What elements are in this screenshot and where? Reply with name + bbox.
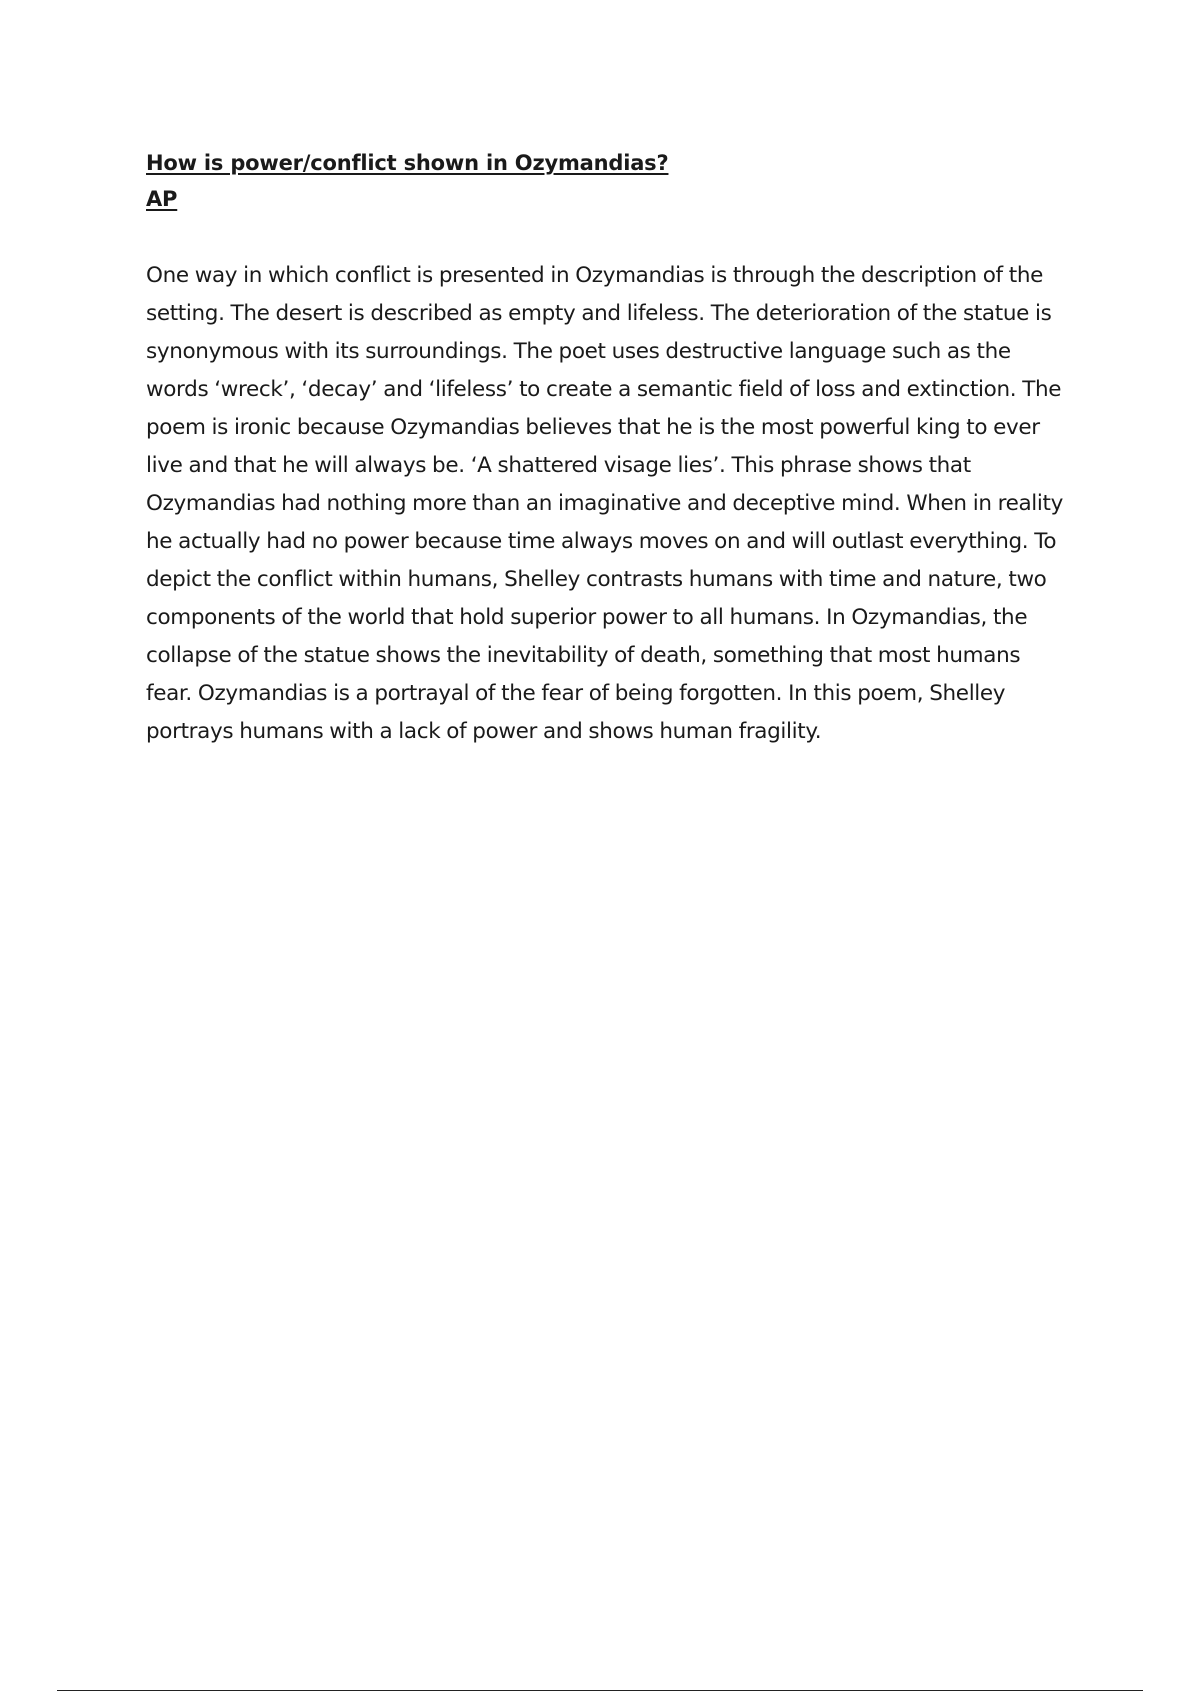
footer-divider	[57, 1690, 1143, 1691]
document-subtitle: AP	[146, 187, 178, 211]
document-content	[146, 145, 1066, 751]
essay-paragraph: One way in which conflict is presented in Ozymandias is through the description of the setting. The desert is described as empty and lifeless. The deterioration of the statue is synonymous with its surroundings. The poet uses destructive language such as the words ‘wreck’, ‘decay’ and ‘lifeless’ to create a semantic field of loss and extinction. The poem is ironic because Ozymandias believes that he is the most powerful king to ever live and that he will always be. ‘A shattered visage lies’. This phrase shows that Ozymandias had nothing more than an imaginative and deceptive mind. When in reality he actually had no power because time always moves on and will outlast everything. To depict the conflict within humans, Shelley contrasts humans with time and nature, two components of the world that hold superior power to all humans. In Ozymandias, the collapse of the statue shows the inevitability of death, something that most humans fear. Ozymandias is a portrayal of the fear of being forgotten. In this poem, Shelley portrays humans with a lack of power and shows human fragility.	[146, 263, 1063, 744]
document-title: How is power/conflict shown in Ozymandias?	[146, 151, 669, 175]
